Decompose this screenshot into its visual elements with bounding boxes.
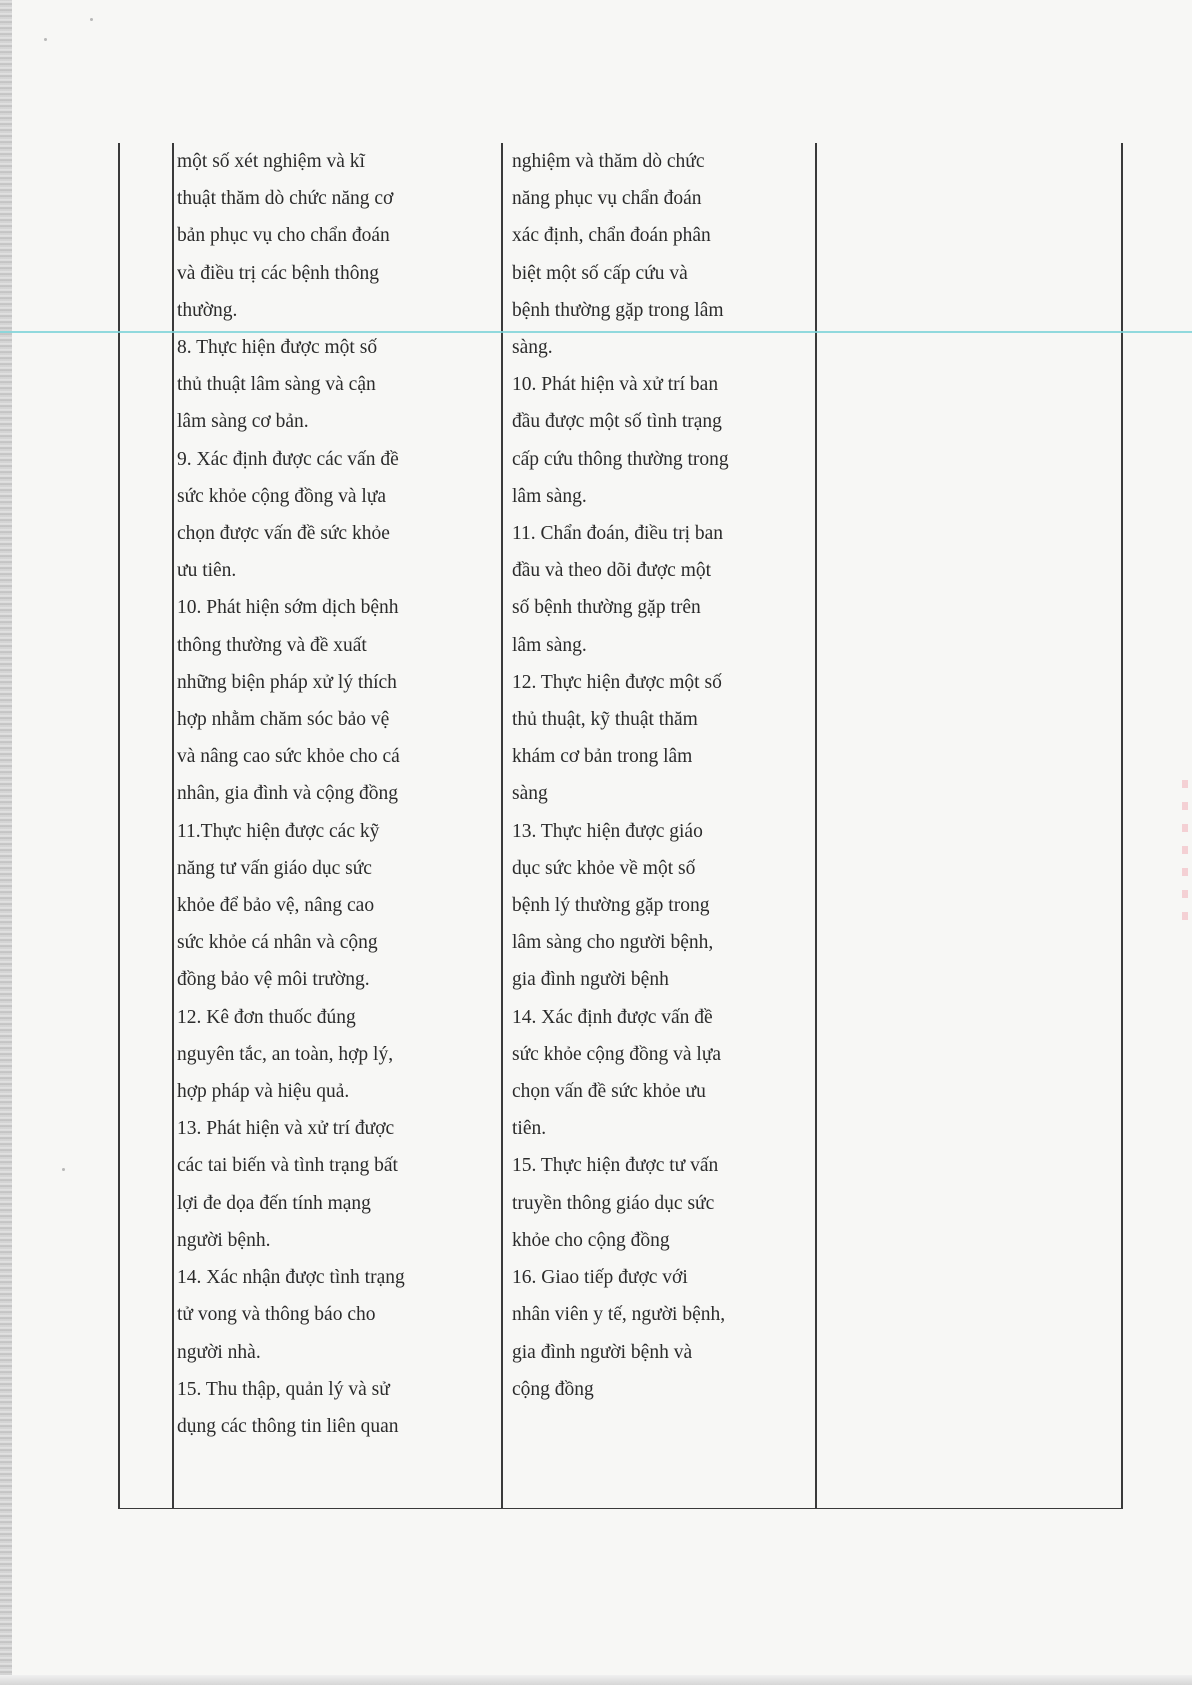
table-column-outcomes-middle (512, 143, 807, 1508)
table-cell-line: người bệnh. (177, 1229, 271, 1251)
scan-speck (90, 18, 93, 21)
table-cell-line: 10. Phát hiện sớm dịch bệnh (177, 597, 399, 619)
table-cell-line: người nhà. (177, 1341, 261, 1363)
table-cell-line: thông thường và đề xuất (177, 634, 367, 656)
table-cell-line: thường. (177, 299, 238, 321)
table-cell-line: 12. Kê đơn thuốc đúng (177, 1006, 356, 1028)
table-cell-line: dục sức khỏe về một số (512, 857, 696, 879)
table-cell-line: tiên. (512, 1118, 547, 1140)
table-cell-line: 10. Phát hiện và xử trí ban (512, 374, 719, 396)
table-cell-line: những biện pháp xử lý thích (177, 671, 397, 693)
table-cell-line: lợi đe dọa đến tính mạng (177, 1192, 371, 1214)
table-cell-line: xác định, chẩn đoán phân (512, 225, 711, 247)
table-cell-line: bản phục vụ cho chẩn đoán (177, 225, 390, 247)
table-cell-line: khỏe để bảo vệ, nâng cao (177, 895, 375, 917)
table-cell-line: và điều trị các bệnh thông (177, 262, 379, 284)
table-cell-line: số bệnh thường gặp trên (512, 597, 701, 619)
table-divider-2 (501, 143, 503, 1508)
table-cell-line: dụng các thông tin liên quan (177, 1415, 399, 1437)
table-cell-line: 15. Thu thập, quản lý và sử (177, 1378, 390, 1400)
table-cell-line: 16. Giao tiếp được với (512, 1267, 688, 1289)
table-cell-line: và nâng cao sức khỏe cho cá (177, 746, 400, 768)
table-cell-line: lâm sàng. (512, 634, 587, 656)
table-cell-line: nhân viên y tế, người bệnh, (512, 1304, 726, 1326)
table-cell-line: các tai biến và tình trạng bất (177, 1155, 398, 1177)
table-cell-line: lâm sàng cho người bệnh, (512, 932, 714, 954)
table-cell-line: sàng. (512, 337, 553, 359)
table-cell-line: truyền thông giáo dục sức (512, 1192, 715, 1214)
table-cell-line: gia đình người bệnh và (512, 1341, 693, 1363)
table-cell-line: thủ thuật, kỹ thuật thăm (512, 709, 698, 731)
table-cell-line: khám cơ bản trong lâm (512, 746, 693, 768)
table-cell-line: 14. Xác định được vấn đề (512, 1006, 713, 1028)
table-divider-1 (172, 143, 174, 1508)
table-cell-line: sức khỏe cá nhân và cộng (177, 932, 378, 954)
faint-stamp-mark (1182, 780, 1188, 920)
table-cell-line: chọn được vấn đề sức khỏe (177, 523, 390, 545)
table-cell-line: sức khỏe cộng đồng và lựa (512, 1043, 722, 1065)
table-cell-line: 12. Thực hiện được một số (512, 671, 722, 693)
table-border-left (118, 143, 120, 1508)
table-cell-line: biệt một số cấp cứu và (512, 262, 688, 284)
table-cell-line: thủ thuật lâm sàng và cận (177, 374, 376, 396)
table-cell-line: ưu tiên. (177, 560, 237, 582)
table-cell-line: lâm sàng cơ bản. (177, 411, 309, 433)
table-cell-line: đầu và theo dõi được một (512, 560, 712, 582)
table-cell-line: đồng bảo vệ môi trường. (177, 969, 370, 991)
table-cell-line: gia đình người bệnh (512, 969, 669, 991)
table-cell-line: 11. Chẩn đoán, điều trị ban (512, 523, 724, 545)
table-cell-line: cộng đồng (512, 1378, 594, 1400)
table-cell-line: 14. Xác nhận được tình trạng (177, 1267, 405, 1289)
table-border-right (1121, 143, 1123, 1508)
table-cell-line: đầu được một số tình trạng (512, 411, 722, 433)
table-cell-line: cấp cứu thông thường trong (512, 448, 729, 470)
table-cell-line: năng tư vấn giáo dục sức (177, 857, 372, 879)
table-cell-line: 8. Thực hiện được một số (177, 337, 378, 359)
table-cell-line: hợp nhằm chăm sóc bảo vệ (177, 709, 390, 731)
table-cell-line: 13. Thực hiện được giáo (512, 820, 703, 842)
table-cell-line: thuật thăm dò chức năng cơ (177, 188, 394, 210)
table-cell-line: sức khỏe cộng đồng và lựa (177, 485, 387, 507)
table-cell-line: sàng (512, 783, 548, 805)
table-cell-line: hợp pháp và hiệu quả. (177, 1081, 350, 1103)
table-cell-line: bệnh thường gặp trong lâm (512, 299, 724, 321)
table-cell-line: nguyên tắc, an toàn, hợp lý, (177, 1043, 394, 1065)
table-cell-line: lâm sàng. (512, 485, 587, 507)
scan-edge (0, 0, 12, 1685)
table-cell-line: nhân, gia đình và cộng đồng (177, 783, 398, 805)
table-divider-3 (815, 143, 817, 1508)
table-cell-line: chọn vấn đề sức khỏe ưu (512, 1081, 706, 1103)
scan-bottom-edge (0, 1675, 1192, 1685)
table-cell-line: khỏe cho cộng đồng (512, 1229, 670, 1251)
document-table (118, 143, 1123, 1509)
scan-speck (62, 1168, 65, 1171)
table-cell-line: 15. Thực hiện được tư vấn (512, 1155, 719, 1177)
table-cell-line: một số xét nghiệm và kĩ (177, 151, 365, 172)
table-cell-line: 9. Xác định được các vấn đề (177, 448, 399, 470)
scan-line (0, 331, 1192, 333)
scan-speck (44, 38, 47, 41)
table-cell-line: bệnh lý thường gặp trong (512, 895, 710, 917)
table-cell-line: 11.Thực hiện được các kỹ (177, 820, 380, 842)
table-cell-line: nghiệm và thăm dò chức (512, 151, 705, 172)
table-column-outcomes-left (177, 143, 492, 1508)
table-cell-line: năng phục vụ chẩn đoán (512, 188, 702, 210)
table-cell-line: tử vong và thông báo cho (177, 1304, 376, 1326)
table-cell-line: 13. Phát hiện và xử trí được (177, 1118, 395, 1140)
